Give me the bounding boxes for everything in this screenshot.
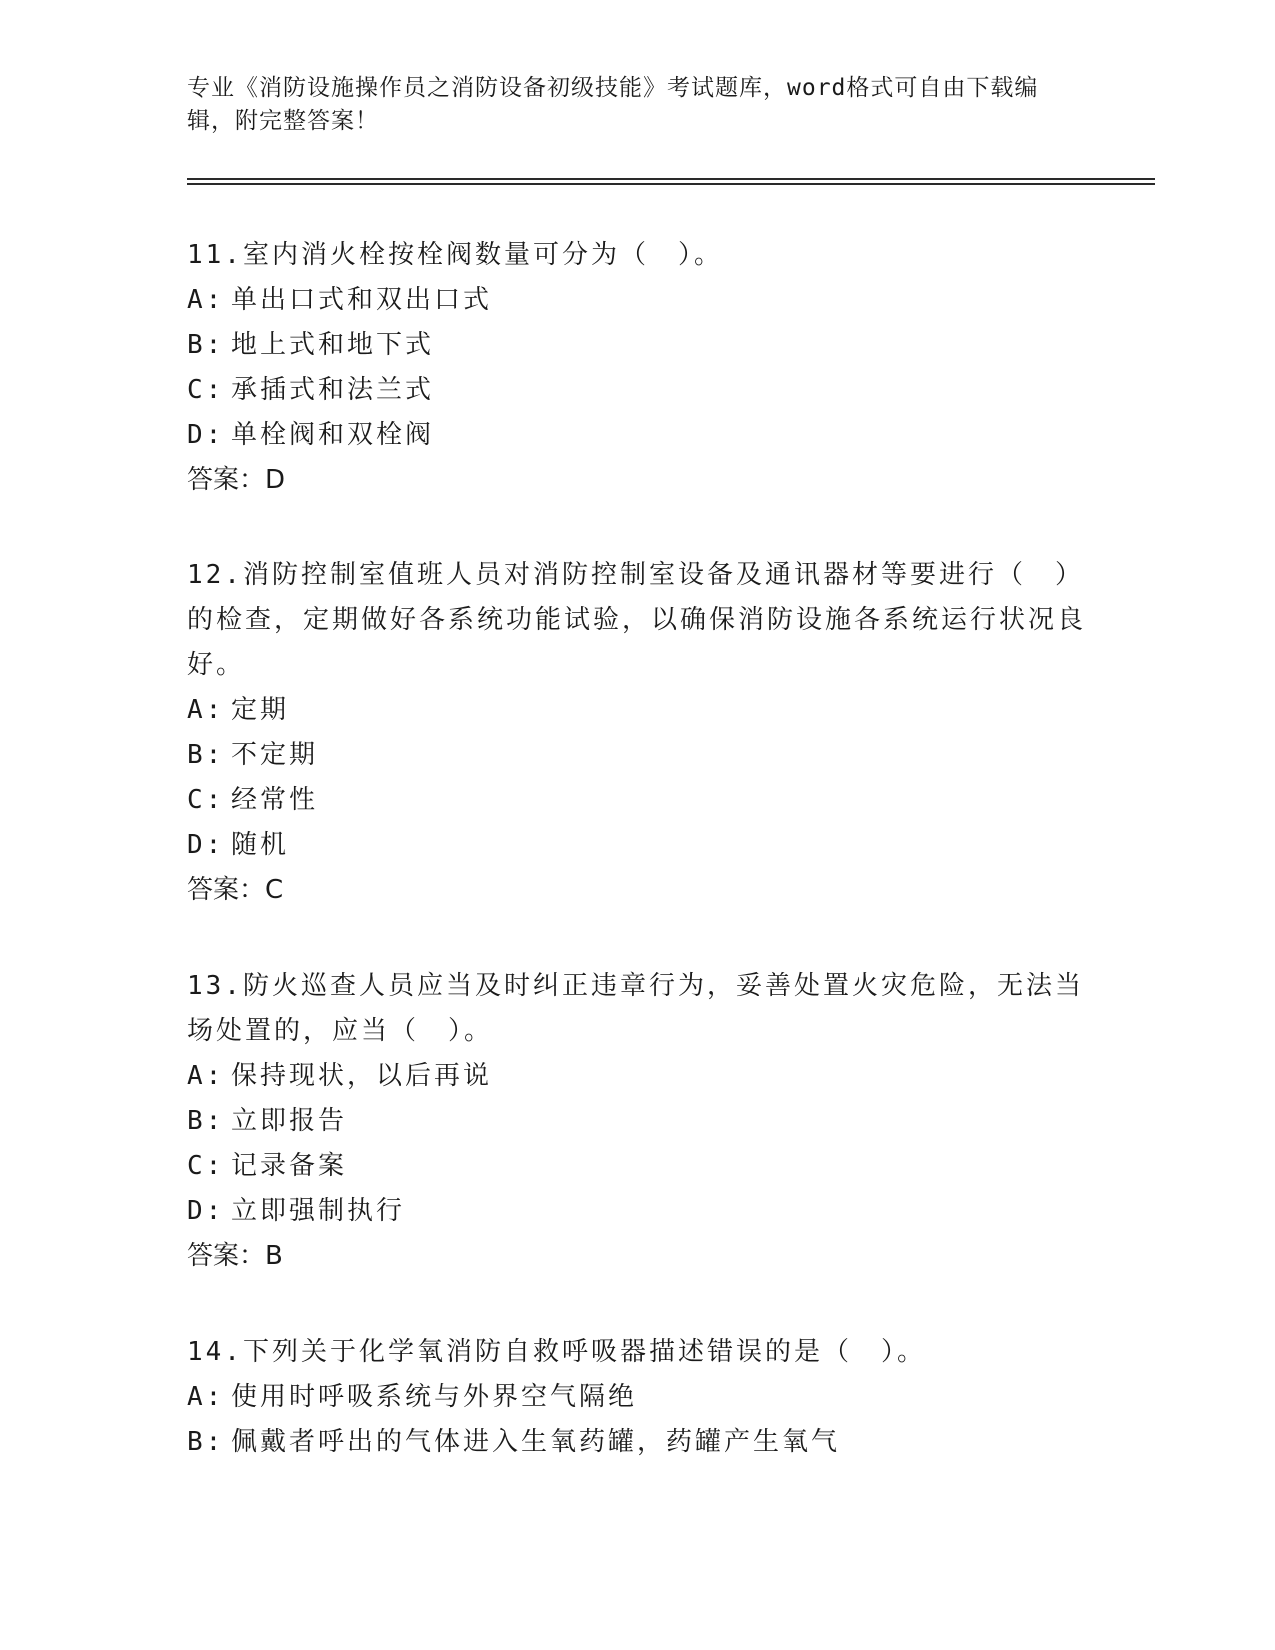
option-text: 记录备案: [231, 1151, 348, 1181]
option-text: 立即强制执行: [231, 1196, 406, 1226]
option-letter: C:: [187, 785, 225, 815]
question-stem: 14.下列关于化学氧消防自救呼吸器描述错误的是（ ）。: [187, 1337, 926, 1367]
option-text: 单栓阀和双栓阀: [231, 420, 435, 450]
option-text: 地上式和地下式: [231, 330, 435, 360]
answer-line: 答案：B: [187, 1241, 283, 1271]
option-letter: A:: [187, 695, 225, 725]
option-text: 保持现状，以后再说: [231, 1061, 493, 1091]
option-letter: B:: [187, 740, 225, 770]
option-letter: B:: [187, 1427, 225, 1457]
option-letter: A:: [187, 1382, 225, 1412]
question-12: [187, 553, 1087, 913]
option-a: [187, 1054, 1087, 1099]
option-b: [187, 323, 1087, 368]
option-letter: D:: [187, 830, 225, 860]
option-d: [187, 413, 1087, 458]
option-letter: A:: [187, 285, 225, 315]
option-a: [187, 1375, 1087, 1420]
option-letter: D:: [187, 420, 225, 450]
option-a: [187, 688, 1087, 733]
option-d: [187, 823, 1087, 868]
option-letter: B:: [187, 1106, 225, 1136]
option-letter: C:: [187, 1151, 225, 1181]
option-c: [187, 778, 1087, 823]
option-letter: D:: [187, 1196, 225, 1226]
answer-line: 答案：C: [187, 875, 284, 905]
option-letter: B:: [187, 330, 225, 360]
option-text: 不定期: [231, 740, 319, 770]
header-divider-top: [187, 178, 1155, 180]
option-b: [187, 1420, 1087, 1465]
option-text: 立即报告: [231, 1106, 348, 1136]
option-c: [187, 368, 1087, 413]
option-text: 随机: [231, 830, 290, 860]
option-text: 经常性: [231, 785, 319, 815]
document-header: 专业《消防设施操作员之消防设备初级技能》考试题库，word格式可自由下载编辑，附完整答案！: [187, 75, 1039, 134]
option-c: [187, 1144, 1087, 1189]
option-text: 定期: [231, 695, 290, 725]
option-b: [187, 733, 1087, 778]
question-stem: 11.室内消火栓按栓阀数量可分为（ ）。: [187, 240, 723, 270]
option-text: 单出口式和双出口式: [231, 285, 493, 315]
option-letter: C:: [187, 375, 225, 405]
question-13: [187, 964, 1087, 1279]
answer-line: 答案：D: [187, 465, 286, 495]
question-stem: 12.消防控制室值班人员对消防控制室设备及通讯器材等要进行（ ）的检查，定期做好各系统功能试验，以确保消防设施各系统运行状况良好。: [187, 560, 1087, 680]
question-11: [187, 233, 1087, 503]
option-d: [187, 1189, 1087, 1234]
option-text: 承插式和法兰式: [231, 375, 435, 405]
option-b: [187, 1099, 1087, 1144]
question-14: [187, 1330, 1087, 1465]
option-letter: A:: [187, 1061, 225, 1091]
option-text: 使用时呼吸系统与外界空气隔绝: [231, 1382, 638, 1412]
header-divider-bottom: [187, 183, 1155, 185]
option-a: [187, 278, 1087, 323]
question-stem: 13.防火巡查人员应当及时纠正违章行为，妥善处置火灾危险，无法当场处置的，应当（ ）。: [187, 971, 1084, 1046]
option-text: 佩戴者呼出的气体进入生氧药罐，药罐产生氧气: [231, 1427, 841, 1457]
